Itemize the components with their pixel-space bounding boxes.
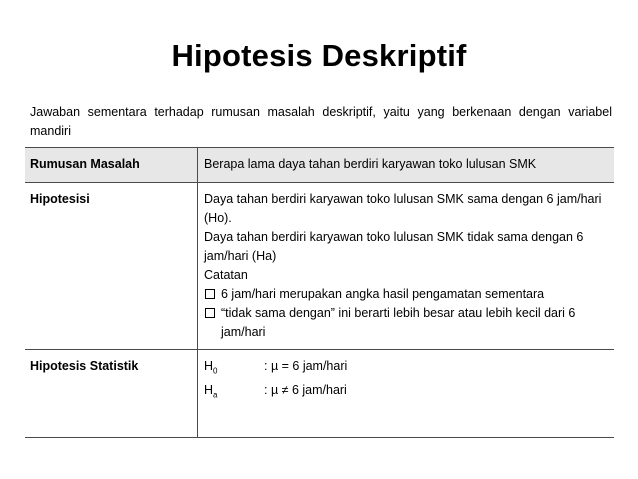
stat-ha-line — [204, 381, 609, 405]
table-row-hipotesis-statistik — [25, 350, 614, 438]
note-item — [204, 304, 609, 342]
row-label-rumusan-masalah: Rumusan Masalah — [25, 148, 198, 183]
checkbox-icon — [205, 308, 215, 318]
note-text: 6 jam/hari merupakan angka hasil pengamatan sementara — [221, 287, 545, 301]
stat-h0-line — [204, 357, 609, 381]
h0-symbol: $H_0$ — [204, 359, 218, 376]
hipotesis-statistik-content — [198, 350, 615, 438]
intro-text: Jawaban sementara terhadap rumusan masalah deskriptif, yaitu yang berkenaan dengan variabel mandiri — [30, 105, 612, 138]
catatan-label: Catatan — [204, 268, 248, 282]
hypothesis-table — [25, 147, 614, 438]
hypothesis-ho-text: Daya tahan berdiri karyawan toko lulusan SMK sama dengan 6 jam/hari (Ho). — [204, 192, 602, 225]
row-label-hipotesisi: Hipotesisi — [25, 183, 198, 350]
hypothesis-ha-text: Daya tahan berdiri karyawan toko lulusan SMK tidak sama dengan 6 jam/hari (Ha) — [204, 230, 584, 263]
ha-expression: : µ ≠ 6 jam/hari — [264, 382, 347, 397]
h0-expression: : µ = 6 jam/hari — [264, 359, 348, 373]
ha-symbol: $H_a$ — [204, 382, 218, 399]
note-text: “tidak sama dengan” ini berarti lebih besar atau lebih kecil dari 6 jam/hari — [221, 306, 576, 339]
table-row-rumusan-masalah — [25, 148, 614, 183]
checkbox-icon — [205, 289, 215, 299]
rumusan-masalah-content: Berapa lama daya tahan berdiri karyawan toko lulusan SMK — [198, 148, 615, 183]
hipotesisi-content — [198, 183, 615, 350]
row-label-hipotesis-statistik: Hipotesis Statistik — [25, 350, 198, 438]
note-item — [204, 285, 609, 304]
page-title: Hipotesis Deskriptif — [171, 38, 467, 73]
table-row-hipotesisi — [25, 183, 614, 350]
